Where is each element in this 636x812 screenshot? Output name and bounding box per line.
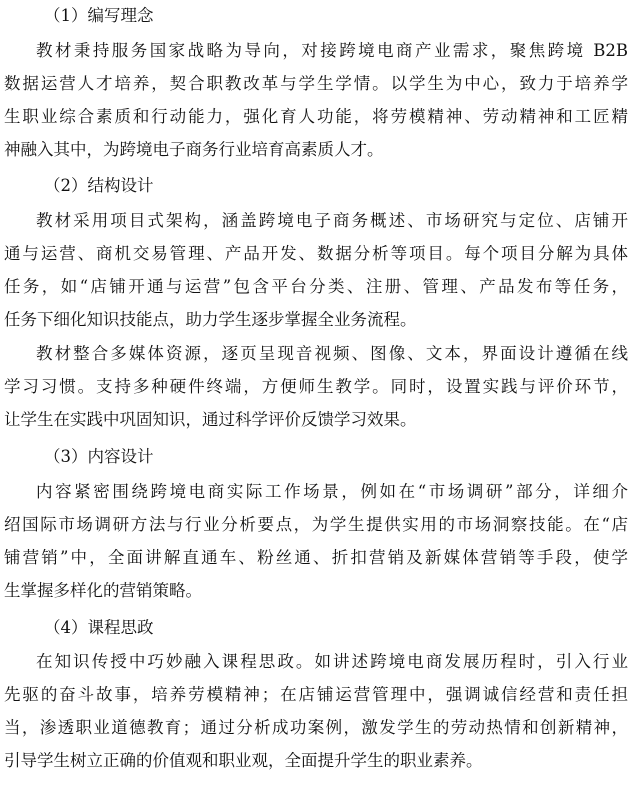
text-line: 教材采用项目式架构，涵盖跨境电子商务概述、市场研究与定位、店铺开 [36, 211, 628, 230]
text-line: 生掌握多样化的营销策略。 [4, 581, 202, 600]
text-line: 生职业综合素质和行动能力，强化育人功能，将劳模精神、劳动精神和工匠精 [4, 107, 628, 126]
text-line: 任务，如“店铺开通与运营”包含平台分类、注册、管理、产品发布等任务， [4, 277, 628, 296]
text-line: 通与运营、商机交易管理、产品开发、数据分析等项目。每个项目分解为具体 [4, 244, 628, 263]
text-line: 绍国际市场调研方法与行业分析要点，为学生提供实用的市场洞察技能。在“店 [4, 515, 628, 534]
section-heading-philosophy: （1）编写理念 [44, 6, 154, 25]
text-line: 先驱的奋斗故事，培养劳模精神；在店铺运营管理中，强调诚信经营和责任担 [4, 685, 628, 704]
section-heading-content: （3）内容设计 [44, 447, 154, 466]
text-line: 内容紧密围绕跨境电商实际工作场景，例如在“市场调研”部分，详细介 [36, 482, 628, 501]
text-line: 在知识传授中巧妙融入课程思政。如讲述跨境电商发展历程时，引入行业 [36, 652, 628, 671]
text-line: 教材整合多媒体资源，逐页呈现音视频、图像、文本，界面设计遵循在线 [36, 344, 628, 363]
text-line: 铺营销”中，全面讲解直通车、粉丝通、折扣营销及新媒体营销等手段，使学 [4, 548, 628, 567]
text-line: 当，渗透职业道德教育；通过分析成功案例，激发学生的劳动热情和创新精神， [4, 718, 628, 737]
text-line: 数据运营人才培养，契合职教改革与学生学情。以学生为中心，致力于培养学 [4, 74, 628, 93]
text-line: 任务下细化知识技能点，助力学生逐步掌握全业务流程。 [4, 310, 417, 329]
text-line: 学习习惯。支持多种硬件终端，方便师生教学。同时，设置实践与评价环节， [4, 377, 628, 396]
section-heading-structure: （2）结构设计 [44, 176, 154, 195]
text-line: 引导学生树立正确的价值观和职业观，全面提升学生的职业素养。 [4, 751, 483, 770]
section-heading-ideology: （4）课程思政 [44, 618, 154, 637]
text-line: 教材秉持服务国家战略为导向，对接跨境电商产业需求，聚焦跨境 B2B [36, 41, 628, 60]
text-line: 神融入其中，为跨境电子商务行业培育高素质人才。 [4, 140, 384, 159]
text-line: 让学生在实践中巩固知识，通过科学评价反馈学习效果。 [4, 410, 417, 429]
